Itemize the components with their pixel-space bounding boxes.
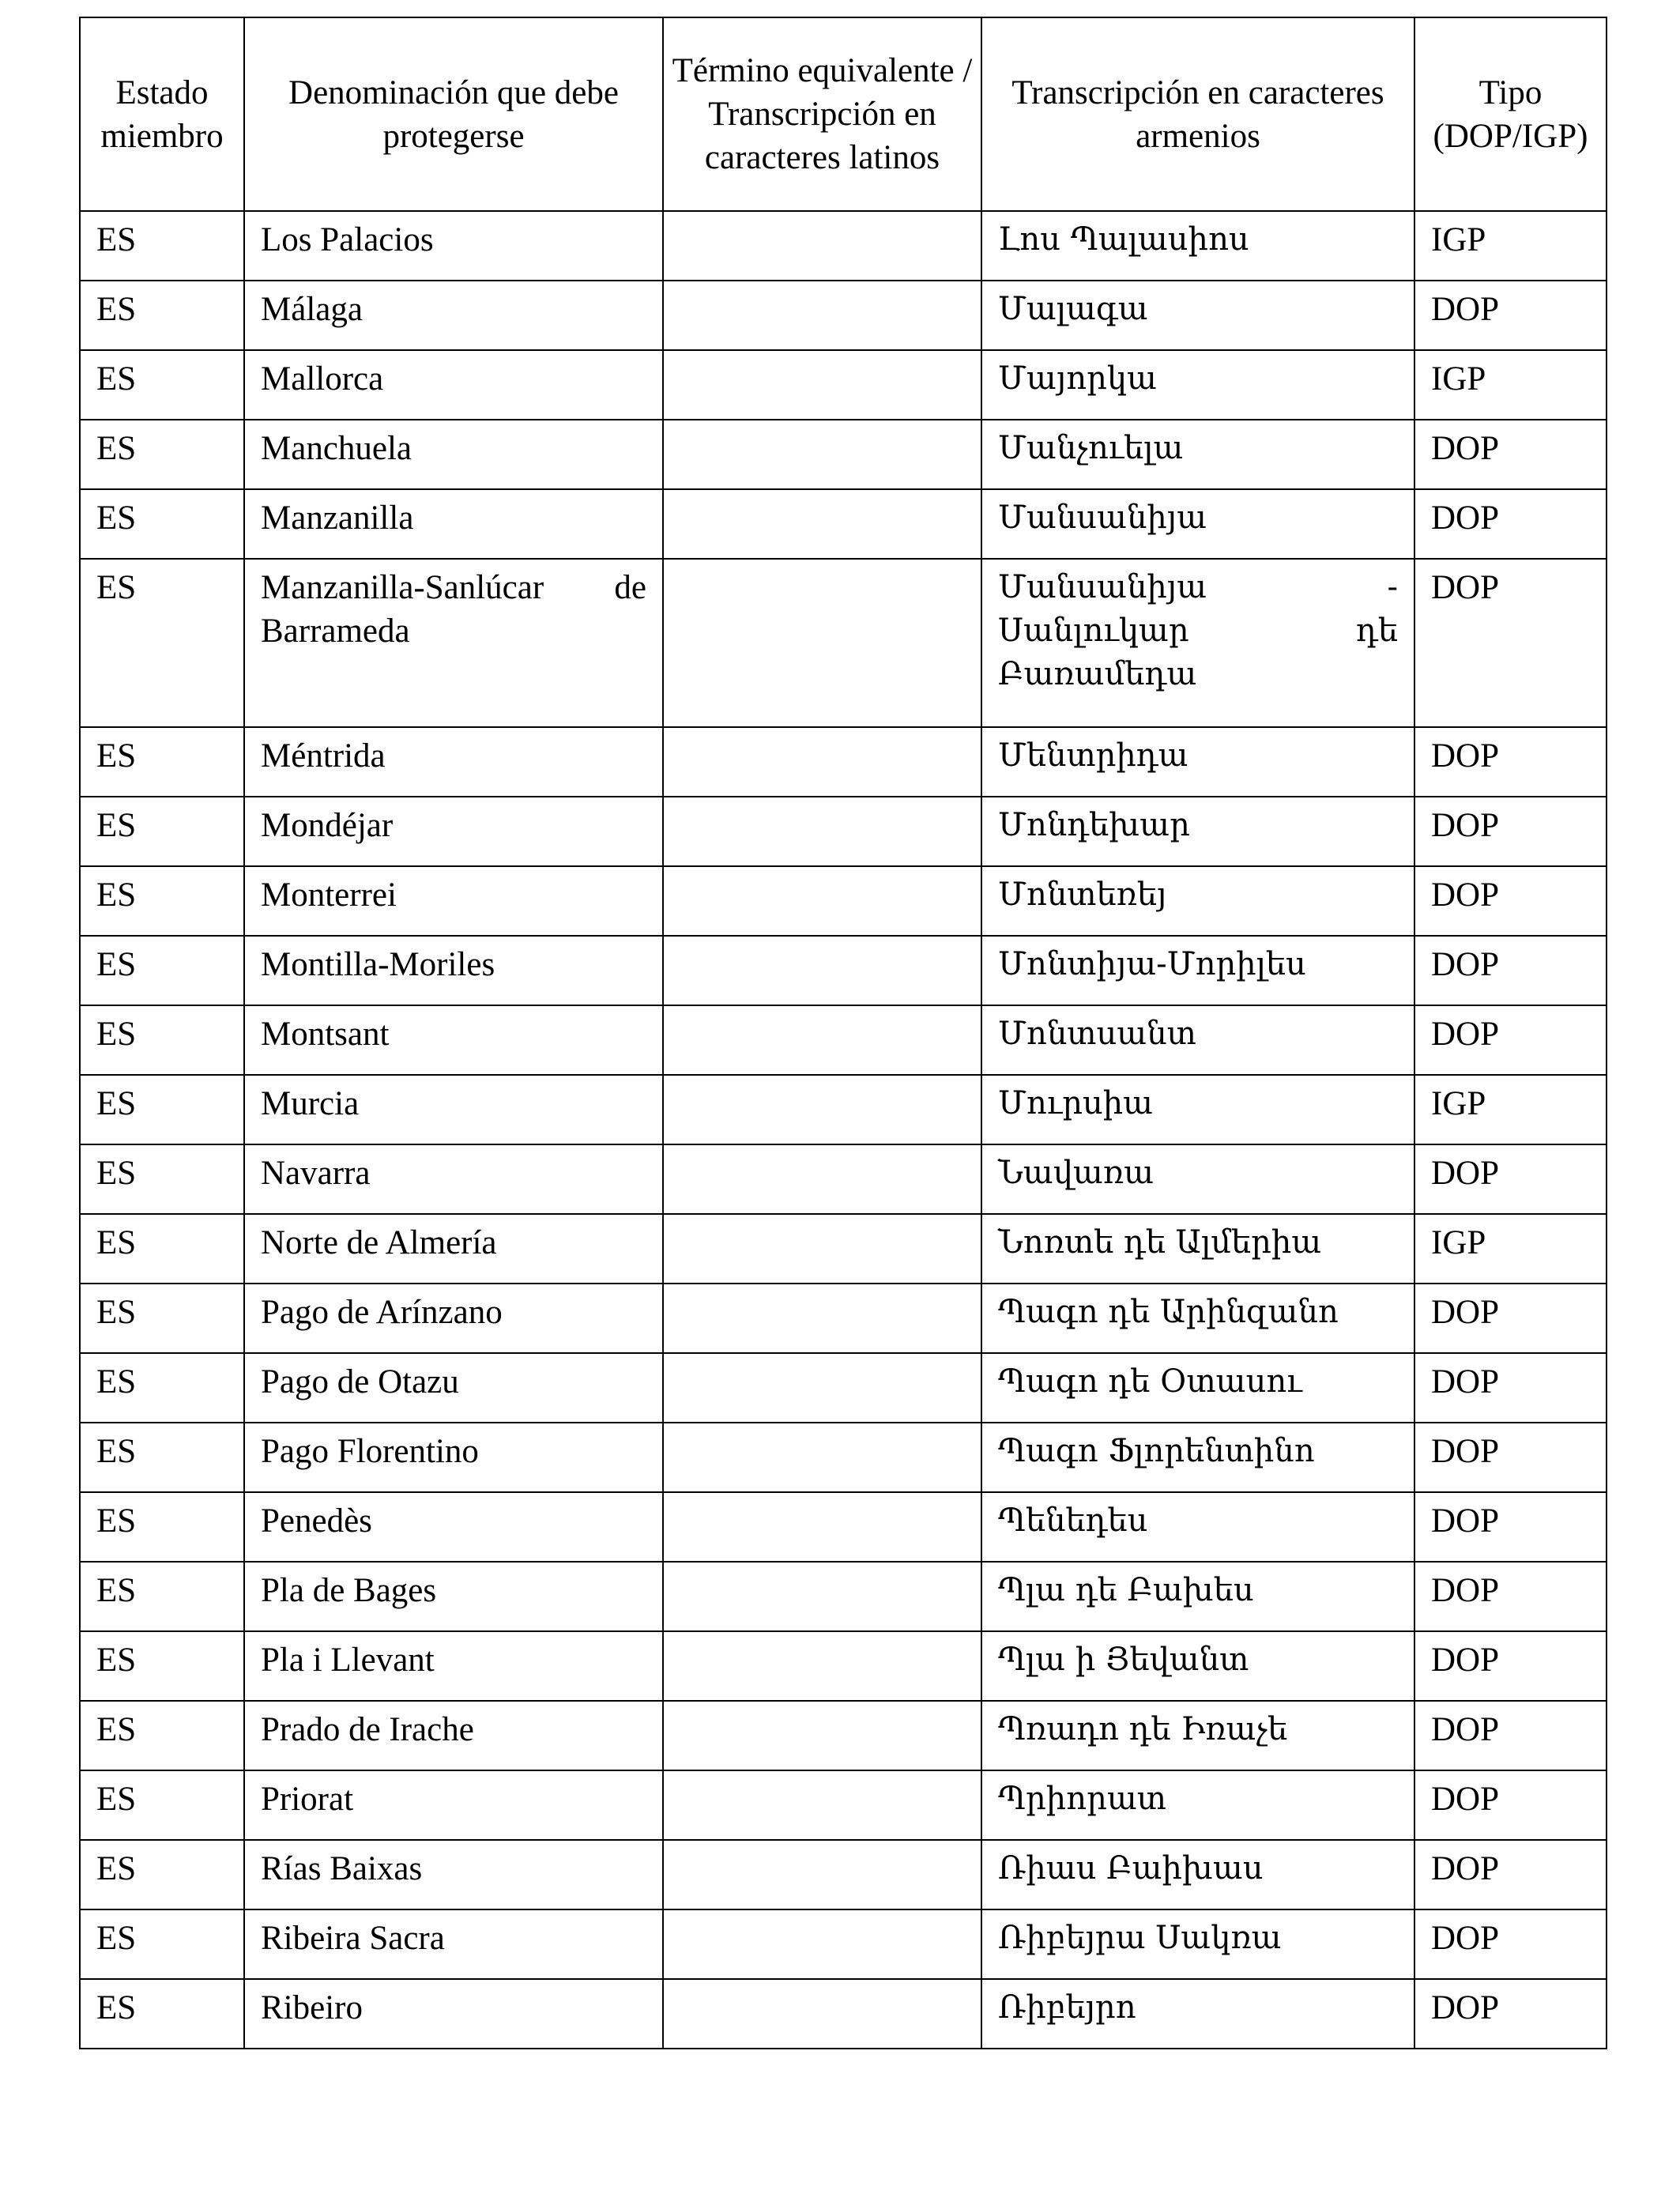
cell-member-state: ES <box>80 489 244 559</box>
table-row <box>80 1284 1607 1353</box>
cell-member-state: ES <box>80 866 244 936</box>
cell-type: DOP <box>1414 1284 1607 1353</box>
cell-type: IGP <box>1414 211 1607 281</box>
cell-denomination: Penedès <box>244 1492 663 1562</box>
cell-armenian-transcription: Մանսանիյա - Սանլուկար դե Բառամեդա <box>981 559 1414 727</box>
cell-equivalent-term <box>663 559 981 727</box>
cell-member-state: ES <box>80 1909 244 1979</box>
cell-armenian-transcription: Մուրսիա <box>981 1075 1414 1144</box>
cell-type: DOP <box>1414 559 1607 727</box>
table-row <box>80 1005 1607 1075</box>
cell-equivalent-term <box>663 1770 981 1840</box>
cell-member-state: ES <box>80 1423 244 1492</box>
cell-denomination: Murcia <box>244 1075 663 1144</box>
cell-type: DOP <box>1414 1840 1607 1909</box>
cell-type: DOP <box>1414 489 1607 559</box>
table-row <box>80 1144 1607 1214</box>
table-row <box>80 727 1607 797</box>
table-row <box>80 420 1607 489</box>
cell-type: IGP <box>1414 350 1607 420</box>
header-member-state: Estado miembro <box>80 17 244 211</box>
cell-armenian-transcription: Պագո դե Արինզանո <box>981 1284 1414 1353</box>
cell-denomination: Pla i Llevant <box>244 1631 663 1701</box>
cell-equivalent-term <box>663 1909 981 1979</box>
header-type: Tipo (DOP/IGP) <box>1414 17 1607 211</box>
cell-type: DOP <box>1414 1492 1607 1562</box>
cell-denomination: Mallorca <box>244 350 663 420</box>
cell-armenian-transcription: Մայորկա <box>981 350 1414 420</box>
geographical-indications-table <box>79 17 1607 2049</box>
table-row <box>80 1631 1607 1701</box>
cell-type: DOP <box>1414 1979 1607 2049</box>
header-equivalent-term: Término equivalente / Transcripción en caracteres latinos <box>663 17 981 211</box>
cell-armenian-transcription: Պենեդես <box>981 1492 1414 1562</box>
cell-equivalent-term <box>663 866 981 936</box>
cell-armenian-transcription: Նավառա <box>981 1144 1414 1214</box>
cell-equivalent-term <box>663 936 981 1005</box>
cell-equivalent-term <box>663 1005 981 1075</box>
cell-armenian-transcription: Պրիորատ <box>981 1770 1414 1840</box>
cell-armenian-transcription: Մենտրիդա <box>981 727 1414 797</box>
cell-type: DOP <box>1414 1909 1607 1979</box>
cell-type: DOP <box>1414 281 1607 350</box>
cell-equivalent-term <box>663 1075 981 1144</box>
cell-denomination: Montilla-Moriles <box>244 936 663 1005</box>
table-header <box>80 17 1607 211</box>
table-row <box>80 1423 1607 1492</box>
cell-type: DOP <box>1414 1562 1607 1631</box>
cell-member-state: ES <box>80 727 244 797</box>
cell-armenian-transcription: Ռիբեյրո <box>981 1979 1414 2049</box>
header-row <box>80 17 1607 211</box>
table-row <box>80 797 1607 866</box>
table-row <box>80 1770 1607 1840</box>
cell-denomination: Manchuela <box>244 420 663 489</box>
cell-denomination: Pago de Otazu <box>244 1353 663 1423</box>
cell-member-state: ES <box>80 559 244 727</box>
cell-denomination: Manzanilla-Sanlúcar de Barrameda <box>244 559 663 727</box>
cell-denomination: Monterrei <box>244 866 663 936</box>
cell-equivalent-term <box>663 281 981 350</box>
cell-equivalent-term <box>663 1353 981 1423</box>
cell-armenian-transcription: Մալագա <box>981 281 1414 350</box>
cell-denomination: Méntrida <box>244 727 663 797</box>
cell-denomination: Ribeira Sacra <box>244 1909 663 1979</box>
cell-member-state: ES <box>80 797 244 866</box>
cell-type: DOP <box>1414 866 1607 936</box>
table-row <box>80 489 1607 559</box>
cell-armenian-transcription: Նոռտե դե Ալմերիա <box>981 1214 1414 1284</box>
cell-armenian-transcription: Մոնտսանտ <box>981 1005 1414 1075</box>
cell-member-state: ES <box>80 211 244 281</box>
table-row <box>80 1909 1607 1979</box>
cell-type: DOP <box>1414 420 1607 489</box>
cell-member-state: ES <box>80 1284 244 1353</box>
cell-armenian-transcription: Պագո Ֆլորենտինո <box>981 1423 1414 1492</box>
cell-member-state: ES <box>80 350 244 420</box>
cell-type: DOP <box>1414 1701 1607 1770</box>
header-denomination: Denominación que debe protegerse <box>244 17 663 211</box>
table-row <box>80 350 1607 420</box>
cell-equivalent-term <box>663 1631 981 1701</box>
cell-equivalent-term <box>663 1562 981 1631</box>
cell-equivalent-term <box>663 350 981 420</box>
cell-armenian-transcription: Մոնտեռեյ <box>981 866 1414 936</box>
cell-equivalent-term <box>663 1214 981 1284</box>
cell-armenian-transcription: Լոս Պալասիոս <box>981 211 1414 281</box>
cell-member-state: ES <box>80 1770 244 1840</box>
cell-armenian-transcription: Ռիբեյրա Սակռա <box>981 1909 1414 1979</box>
cell-type: DOP <box>1414 1144 1607 1214</box>
cell-equivalent-term <box>663 1492 981 1562</box>
cell-member-state: ES <box>80 1214 244 1284</box>
cell-denomination: Priorat <box>244 1770 663 1840</box>
table-row <box>80 1562 1607 1631</box>
cell-denomination: Manzanilla <box>244 489 663 559</box>
cell-member-state: ES <box>80 1562 244 1631</box>
cell-denomination: Los Palacios <box>244 211 663 281</box>
cell-armenian-transcription: Ռիաս Բաիխաս <box>981 1840 1414 1909</box>
cell-denomination: Norte de Almería <box>244 1214 663 1284</box>
table-row <box>80 1075 1607 1144</box>
cell-member-state: ES <box>80 1075 244 1144</box>
cell-denomination: Navarra <box>244 1144 663 1214</box>
cell-type: DOP <box>1414 1770 1607 1840</box>
cell-armenian-transcription: Պռադո դե Իռաչե <box>981 1701 1414 1770</box>
table-row <box>80 1979 1607 2049</box>
cell-equivalent-term <box>663 489 981 559</box>
cell-equivalent-term <box>663 727 981 797</box>
cell-armenian-transcription: Մոնդեխար <box>981 797 1414 866</box>
table-row <box>80 936 1607 1005</box>
cell-member-state: ES <box>80 1144 244 1214</box>
cell-armenian-transcription: Պլա դե Բախես <box>981 1562 1414 1631</box>
cell-type: DOP <box>1414 727 1607 797</box>
cell-member-state: ES <box>80 936 244 1005</box>
cell-equivalent-term <box>663 211 981 281</box>
cell-member-state: ES <box>80 1005 244 1075</box>
cell-equivalent-term <box>663 1840 981 1909</box>
cell-type: IGP <box>1414 1075 1607 1144</box>
cell-equivalent-term <box>663 420 981 489</box>
header-armenian-transcription: Transcripción en caracteres armenios <box>981 17 1414 211</box>
table-row <box>80 1214 1607 1284</box>
cell-member-state: ES <box>80 1979 244 2049</box>
table-body <box>80 211 1607 2049</box>
cell-type: DOP <box>1414 797 1607 866</box>
cell-member-state: ES <box>80 420 244 489</box>
cell-member-state: ES <box>80 1701 244 1770</box>
cell-armenian-transcription: Մանսանիյա <box>981 489 1414 559</box>
cell-equivalent-term <box>663 797 981 866</box>
table-row <box>80 1353 1607 1423</box>
cell-denomination: Pago Florentino <box>244 1423 663 1492</box>
cell-type: DOP <box>1414 1631 1607 1701</box>
cell-member-state: ES <box>80 1492 244 1562</box>
cell-denomination: Rías Baixas <box>244 1840 663 1909</box>
cell-equivalent-term <box>663 1423 981 1492</box>
cell-member-state: ES <box>80 281 244 350</box>
cell-type: DOP <box>1414 1005 1607 1075</box>
cell-armenian-transcription: Պլա ի Յեվանտ <box>981 1631 1414 1701</box>
cell-type: DOP <box>1414 936 1607 1005</box>
cell-denomination: Málaga <box>244 281 663 350</box>
cell-denomination: Prado de Irache <box>244 1701 663 1770</box>
table-row <box>80 559 1607 727</box>
cell-armenian-transcription: Մոնտիյա-Մորիլես <box>981 936 1414 1005</box>
table-row <box>80 1840 1607 1909</box>
cell-denomination: Pla de Bages <box>244 1562 663 1631</box>
table-row <box>80 1492 1607 1562</box>
cell-member-state: ES <box>80 1631 244 1701</box>
table-row <box>80 866 1607 936</box>
table-row <box>80 1701 1607 1770</box>
cell-equivalent-term <box>663 1701 981 1770</box>
cell-denomination: Ribeiro <box>244 1979 663 2049</box>
cell-member-state: ES <box>80 1353 244 1423</box>
cell-armenian-transcription: Պագո դե Օտասու <box>981 1353 1414 1423</box>
cell-type: DOP <box>1414 1423 1607 1492</box>
cell-equivalent-term <box>663 1284 981 1353</box>
cell-armenian-transcription: Մանչուելա <box>981 420 1414 489</box>
cell-type: DOP <box>1414 1353 1607 1423</box>
cell-equivalent-term <box>663 1979 981 2049</box>
table-row <box>80 211 1607 281</box>
cell-denomination: Mondéjar <box>244 797 663 866</box>
cell-equivalent-term <box>663 1144 981 1214</box>
table-row <box>80 281 1607 350</box>
cell-denomination: Montsant <box>244 1005 663 1075</box>
cell-denomination: Pago de Arínzano <box>244 1284 663 1353</box>
cell-member-state: ES <box>80 1840 244 1909</box>
cell-type: IGP <box>1414 1214 1607 1284</box>
